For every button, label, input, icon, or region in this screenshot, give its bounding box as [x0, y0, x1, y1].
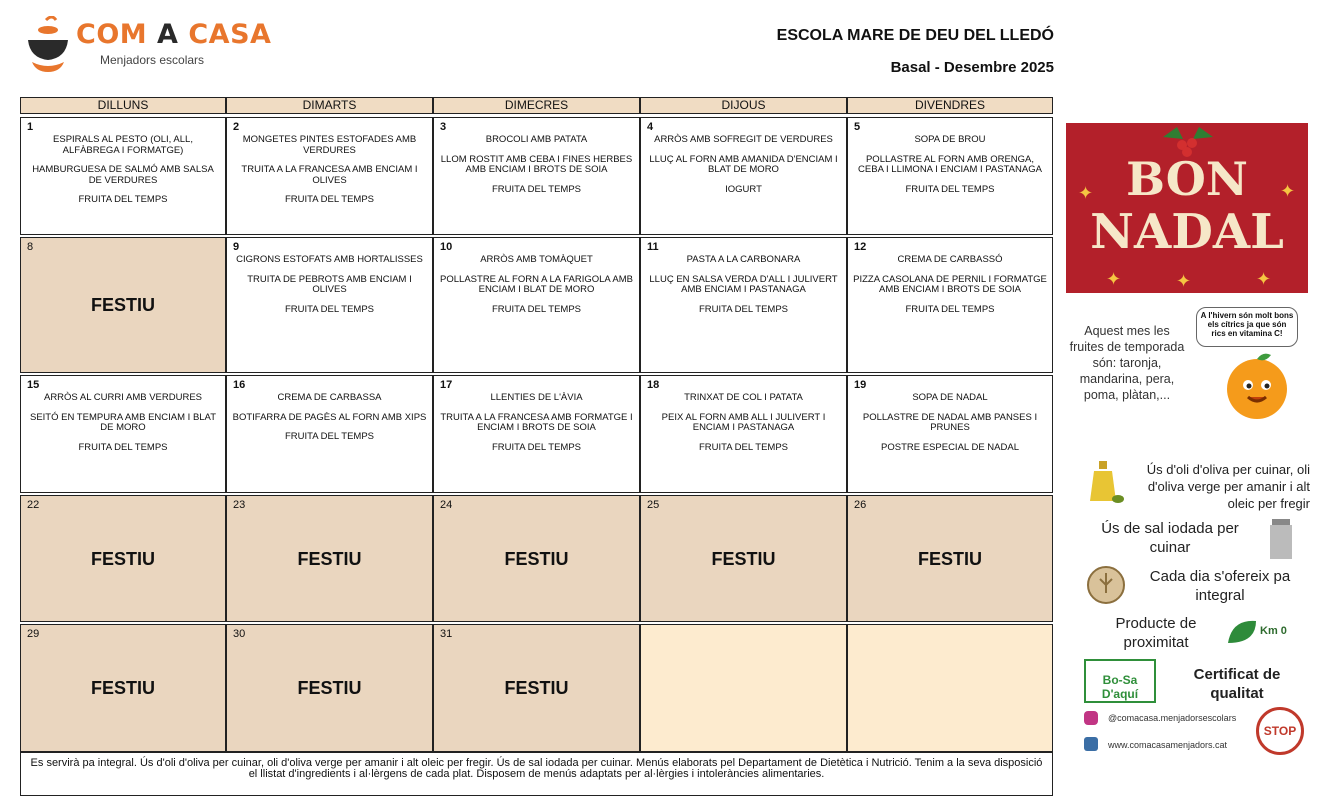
- xmas-line-2: NADAL: [1090, 204, 1284, 260]
- day-number: 4: [647, 121, 654, 133]
- day-number: 12: [854, 241, 867, 253]
- dish-item: ESPIRALS AL PESTO (OLI, ALL, ALFÀBREGA I FORMATGE): [53, 134, 193, 156]
- star-icon: ✦: [1106, 269, 1122, 289]
- day-number: 26: [854, 499, 867, 511]
- dish-list: [852, 393, 1048, 462]
- dish-item: PIZZA CASOLANA DE PERNIL I FORMATGE AMB ENCIAM I BROTS DE SOIA: [853, 273, 1047, 295]
- dish-item: FRUITA DEL TEMPS: [905, 303, 995, 315]
- day-number: 3: [440, 121, 447, 133]
- dish-item: TRUITA DE PEBROTS AMB ENCIAM I OLIVES: [247, 273, 412, 295]
- dish-item: TRINXAT DE COL I PATATA: [684, 392, 803, 403]
- brand-name: COM A CASA: [76, 19, 272, 50]
- dish-item: TRUITA A LA FRANCESA AMB ENCIAM I OLIVES: [241, 164, 418, 186]
- dish-item: SOPA DE BROU: [914, 134, 986, 145]
- day-number: 30: [233, 628, 246, 640]
- holiday-label: FESTIU: [504, 678, 569, 698]
- day-cell: [20, 624, 226, 752]
- day-number: 16: [233, 379, 246, 391]
- day-cell: [226, 237, 433, 373]
- dish-list: [25, 135, 221, 215]
- dish-list: [852, 135, 1048, 204]
- dish-list: [852, 255, 1048, 324]
- wholegrain-bread-icon: [1084, 565, 1128, 605]
- seasonal-fruit-text: Aquest mes les fruites de temporada són: taronja, mandarina, pera, poma, plàtan,...: [1069, 324, 1185, 402]
- dish-item: POLLASTRE DE NADAL AMB PANSES I PRUNES: [862, 411, 1038, 433]
- dish-item: FRUITA DEL TEMPS: [905, 183, 995, 195]
- day-number: 25: [647, 499, 660, 511]
- dish-item: PASTA A LA CARBONARA: [686, 254, 801, 265]
- holiday-label: FESTIU: [90, 678, 155, 698]
- dish-item: POLLASTRE AL FORN AMB ORENGA, CEBA I LLIMONA I ENCIAM I PASTANAGA: [858, 153, 1042, 175]
- day-cell: [847, 117, 1053, 235]
- dish-item: FRUITA DEL TEMPS: [698, 303, 789, 315]
- holiday-label: FESTIU: [297, 548, 362, 569]
- day-number: 24: [440, 499, 453, 511]
- dish-item: FRUITA DEL TEMPS: [78, 194, 168, 205]
- day-cell: [20, 375, 226, 493]
- dish-item: LLOM ROSTIT AMB CEBA I FINES HERBES AMB ENCIAM I BROTS DE SOIA: [440, 153, 633, 175]
- day-cell: [226, 375, 433, 493]
- web-icon: [1084, 737, 1098, 751]
- quality-info: Certificat de qualitat: [1193, 666, 1281, 702]
- weekday-header: DIJOUS: [640, 97, 847, 114]
- km0-badge: Km 0: [1226, 617, 1298, 647]
- dish-item: MONGETES PINTES ESTOFADES AMB VERDURES: [242, 134, 417, 156]
- dish-item: ARRÒS AL CURRI AMB VERDURES: [43, 392, 203, 403]
- dish-list: [438, 135, 635, 204]
- dish-item: LLENTIES DE L'ÀVIA: [490, 392, 583, 403]
- instagram-handle[interactable]: @comacasa.menjadorsescolars: [1108, 713, 1237, 723]
- day-cell: [433, 495, 640, 622]
- dish-item: CIGRONS ESTOFATS AMB HORTALISSES: [236, 254, 423, 265]
- holiday-label: FESTIU: [711, 548, 776, 569]
- menu-period: Basal - Desembre 2025: [890, 59, 1054, 76]
- dish-item: ARRÒS AMB TOMÀQUET: [480, 254, 593, 265]
- day-number: 18: [647, 379, 660, 391]
- day-number: 29: [27, 628, 40, 640]
- dish-list: [438, 393, 635, 462]
- instagram-icon: [1084, 711, 1098, 725]
- xmas-line-1: BON: [1126, 152, 1248, 206]
- local-product-info: Producte de proximitat: [1115, 615, 1197, 651]
- dish-item: POLLASTRE AL FORN A LA FARIGOLA AMB ENCIAM I BLAT DE MORO: [440, 273, 633, 295]
- day-cell: [640, 237, 847, 373]
- olive-oil-icon: [1084, 461, 1124, 505]
- holiday-label: FESTIU: [90, 295, 155, 315]
- dish-item: SOPA DE NADAL: [912, 392, 988, 403]
- dish-item: BOTIFARRA DE PAGÈS AL FORN AMB XIPS: [232, 411, 427, 423]
- weekday-header: DIVENDRES: [847, 97, 1053, 114]
- day-number: 22: [27, 499, 40, 511]
- day-number: 23: [233, 499, 246, 511]
- website-link[interactable]: www.comacasamenjadors.cat: [1108, 740, 1228, 750]
- star-icon: ✦: [1078, 183, 1094, 203]
- dish-item: TRUITA A LA FRANCESA AMB FORMATGE I ENCIAM I BROTS DE SOIA: [440, 411, 633, 433]
- dish-list: [438, 255, 635, 324]
- brand-subtitle: Menjadors escolars: [100, 53, 205, 67]
- salt-info: Ús de sal iodada per cuinar: [1101, 520, 1239, 556]
- dish-list: [231, 135, 428, 215]
- holiday-label: FESTIU: [90, 548, 155, 569]
- day-cell: [20, 495, 226, 622]
- star-icon: ✦: [1256, 269, 1272, 289]
- dish-item: FRUITA DEL TEMPS: [284, 303, 375, 315]
- dish-list: [231, 393, 428, 452]
- bread-info: Cada dia s'ofereix pa integral: [1149, 568, 1291, 604]
- dish-list: [25, 393, 221, 462]
- dish-list: [645, 393, 842, 462]
- weekday-header: DILLUNS: [20, 97, 226, 114]
- brand-logo: [24, 16, 272, 76]
- day-cell: [226, 117, 433, 235]
- day-number: 17: [440, 379, 453, 391]
- bowl-logo-icon: [24, 16, 74, 74]
- dish-list: [645, 255, 842, 324]
- footer-note: Es servirà pa integral. Ús d'oli d'oliva per cuinar, oli d'oliva verge per amanir i alt oleic per fregir. Ús de sal iodada per cuinar. Menús elaborats pel Departament de Dietètica i Nutrició. Tenim a la seva disposició el llistat d'ingredients i al·lèrgens de cada plat. Disposem de menús adaptats per al·lèrgies i intoleràncies alimentaries.: [20, 752, 1053, 796]
- holiday-label: FESTIU: [917, 548, 982, 569]
- day-cell: [847, 495, 1053, 622]
- day-cell: [640, 117, 847, 235]
- day-cell: [20, 117, 226, 235]
- dish-item: HAMBURGUESA DE SALMÓ AMB SALSA DE VERDURES: [32, 164, 214, 186]
- day-number: 19: [854, 379, 867, 391]
- day-cell: [847, 237, 1053, 373]
- dish-item: PEIX AL FORN AMB ALL I JULIVERT I ENCIAM I PASTANAGA: [661, 411, 826, 433]
- day-number: 2: [233, 121, 240, 133]
- day-number: 5: [854, 121, 861, 133]
- dish-item: CREMA DE CARBASSA: [277, 392, 382, 403]
- dish-item: IOGURT: [725, 183, 762, 195]
- vitamin-bubble: A l'hivern són molt bons els cítrics ja que són rics en vitamina C!: [1196, 307, 1298, 347]
- oil-info: Ús d'oli d'oliva per cuinar, oli d'oliva verge per amanir i alt oleic per fregir: [1146, 462, 1310, 511]
- stop-food-waste-badge: STOP: [1256, 707, 1304, 755]
- day-cell: [433, 624, 640, 752]
- day-cell: [640, 495, 847, 622]
- weekday-header: DIMECRES: [433, 97, 640, 114]
- dish-item: FRUITA DEL TEMPS: [491, 441, 582, 453]
- day-number: 1: [27, 121, 34, 133]
- dish-item: FRUITA DEL TEMPS: [491, 183, 582, 195]
- salt-shaker-icon: [1266, 515, 1296, 561]
- day-cell: [226, 624, 433, 752]
- day-number: 15: [27, 379, 40, 391]
- day-number: 10: [440, 241, 453, 253]
- day-cell: [20, 237, 226, 373]
- day-cell: [640, 375, 847, 493]
- holiday-label: FESTIU: [297, 678, 362, 698]
- holiday-label: FESTIU: [504, 548, 569, 569]
- dish-item: BROCOLI AMB PATATA: [485, 134, 588, 145]
- leaf-icon: [1226, 617, 1258, 647]
- day-cell: [433, 237, 640, 373]
- dish-item: ARRÒS AMB SOFREGIT DE VERDURES: [654, 134, 833, 145]
- day-cell: [433, 375, 640, 493]
- orange-mascot-icon: [1220, 349, 1294, 423]
- dish-item: SEITÓ EN TEMPURA AMB ENCIAM I BLAT DE MORO: [30, 411, 216, 433]
- dish-item: LLUÇ AL FORN AMB AMANIDA D'ENCIAM I BLAT DE MORO: [649, 153, 838, 175]
- weekday-header: DIMARTS: [226, 97, 433, 114]
- dish-item: FRUITA DEL TEMPS: [78, 441, 168, 453]
- dish-item: FRUITA DEL TEMPS: [698, 441, 789, 453]
- school-name: ESCOLA MARE DE DEU DEL LLEDÓ: [776, 27, 1054, 44]
- dish-list: [231, 255, 428, 324]
- day-number: 31: [440, 628, 453, 640]
- day-cell: [640, 624, 847, 752]
- day-number: 11: [647, 241, 659, 253]
- day-cell: [226, 495, 433, 622]
- dish-item: FRUITA DEL TEMPS: [491, 303, 582, 315]
- day-cell: [433, 117, 640, 235]
- dish-item: FRUITA DEL TEMPS: [284, 194, 375, 205]
- star-icon: ✦: [1280, 181, 1296, 201]
- dish-item: FRUITA DEL TEMPS: [284, 431, 375, 442]
- dish-list: [645, 135, 842, 204]
- dish-item: POSTRE ESPECIAL DE NADAL: [881, 441, 1019, 453]
- star-icon: ✦: [1176, 271, 1192, 291]
- day-cell: [847, 375, 1053, 493]
- christmas-banner: [1066, 123, 1308, 293]
- dish-item: CREMA DE CARBASSÓ: [897, 254, 1003, 265]
- day-number: 8: [27, 241, 34, 253]
- quality-seal: Bo-Sa D'aquí: [1084, 659, 1156, 703]
- dish-item: LLUÇ EN SALSA VERDA D'ALL I JULIVERT AMB ENCIAM I PASTANAGA: [649, 273, 838, 295]
- day-number: 9: [233, 241, 240, 253]
- day-cell: [847, 624, 1053, 752]
